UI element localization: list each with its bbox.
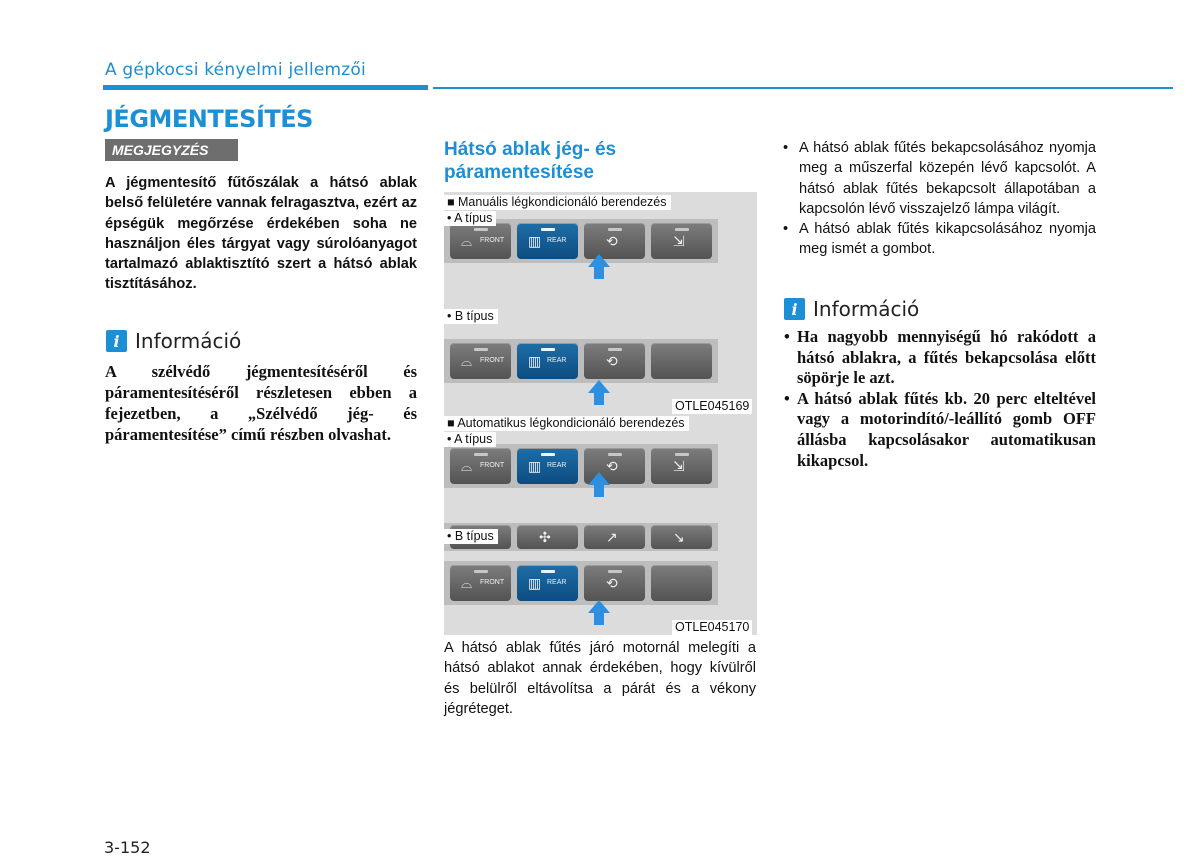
list-item: • A hátsó ablak fűtés bekapcsolásához nyomja meg a műszerfal közepén lévő kapcsolót. A hátsó ablak fűtés bekapcsolt állapotában a kapcsolón lévő visszajelző lámpa világít. bbox=[783, 138, 1096, 219]
fresh-air-icon: ⇲ bbox=[673, 233, 685, 249]
rear-defrost-button[interactable]: ▥ REAR bbox=[517, 448, 578, 484]
rear-defrost-button[interactable]: ▥ REAR bbox=[517, 565, 578, 601]
arrow-up-icon bbox=[588, 380, 610, 393]
info-text-left: A szélvédő jégmentesítéséről és páramentesítéséről részletesen ebben a fejezetben, a „Szélvédő jég- és páramentesítése” című részben olvashat. bbox=[105, 362, 417, 444]
info-heading-left bbox=[106, 329, 241, 353]
fresh-air-button[interactable] bbox=[651, 223, 712, 259]
info-label: Információ bbox=[135, 329, 242, 353]
figure2-code: OTLE045170 bbox=[672, 620, 752, 635]
button-panel-b bbox=[444, 339, 718, 383]
button-panel-a bbox=[444, 444, 718, 488]
blank-button[interactable] bbox=[651, 343, 712, 379]
arrow-up-icon bbox=[588, 600, 610, 613]
rear-defrost-icon: ▥ bbox=[528, 353, 542, 369]
recirculation-icon: ⟲ bbox=[606, 575, 618, 591]
recirculation-button[interactable] bbox=[584, 565, 645, 601]
page-number: 3-152 bbox=[104, 838, 151, 857]
info-heading-right bbox=[784, 297, 919, 321]
subsection-title bbox=[444, 138, 616, 184]
list-item: • Ha nagyobb mennyiségű hó rakódott a hátsó ablakra, a fűtés bekapcsolása előtt söpörje le azt. bbox=[784, 327, 1096, 389]
list-item: • A hátsó ablak fűtés kb. 20 perc elteltével vagy a motorindító/-leállító gomb OFF állásba kapcsolásakor automatikusan kikapcsol. bbox=[784, 389, 1096, 471]
recirculation-button[interactable] bbox=[584, 343, 645, 379]
recirculation-icon: ⟲ bbox=[606, 233, 618, 249]
figure2-type-a: • A típus bbox=[444, 432, 496, 447]
front-defrost-button[interactable]: ⌓ FRONT bbox=[450, 223, 511, 259]
front-defrost-icon: ⌓ bbox=[461, 575, 473, 591]
figure1-heading: ■ Manuális légkondicionáló berendezés bbox=[444, 195, 671, 210]
fresh-air-icon: ⇲ bbox=[673, 458, 685, 474]
page-title: JÉGMENTESÍTÉS bbox=[105, 105, 313, 133]
rear-defrost-icon: ▥ bbox=[528, 575, 542, 591]
figure2-type-b: • B típus bbox=[444, 529, 498, 544]
button-panel-b bbox=[444, 561, 718, 605]
info-icon: i bbox=[106, 330, 127, 352]
figure1-type-b: • B típus bbox=[444, 309, 498, 324]
fan-button[interactable] bbox=[517, 525, 578, 549]
rear-defrost-button[interactable]: ▥ REAR bbox=[517, 343, 578, 379]
section-header: A gépkocsi kényelmi jellemzői bbox=[105, 60, 366, 80]
info-icon: i bbox=[784, 298, 805, 320]
front-defrost-button[interactable]: ⌓ FRONT bbox=[450, 448, 511, 484]
figure-automatic-ac bbox=[444, 415, 757, 635]
figure2-heading: ■ Automatikus légkondicionáló berendezés bbox=[444, 416, 689, 431]
list-item: • A hátsó ablak fűtés kikapcsolásához nyomja meg ismét a gombot. bbox=[783, 219, 1096, 260]
subsection-title-line2: páramentesítése bbox=[444, 162, 594, 183]
rear-defrost-icon: ▥ bbox=[528, 233, 542, 249]
recirculation-icon: ⟲ bbox=[606, 458, 618, 474]
rear-defrost-description: A hátsó ablak fűtés járó motornál melegíti a hátsó ablakot annak érdekében, hogy kívülről és belülről eltávolítsa a párát és a vékony jégréteget. bbox=[444, 640, 756, 717]
seat-icon: ↗ bbox=[606, 529, 618, 545]
fresh-air-button[interactable] bbox=[651, 448, 712, 484]
seat-icon: ↘ bbox=[673, 529, 685, 545]
arrow-up-icon bbox=[588, 254, 610, 267]
blank-button[interactable] bbox=[651, 565, 712, 601]
figure1-type-a: • A típus bbox=[444, 211, 496, 226]
front-defrost-icon: ⌓ bbox=[461, 233, 473, 249]
instruction-list bbox=[783, 138, 1096, 260]
header-rule-right bbox=[433, 87, 1173, 89]
rear-defrost-button[interactable]: ▥ REAR bbox=[517, 223, 578, 259]
front-defrost-icon: ⌓ bbox=[461, 353, 473, 369]
mode-face-button[interactable] bbox=[584, 525, 645, 549]
front-defrost-button[interactable]: ⌓ FRONT bbox=[450, 565, 511, 601]
header-rule-left bbox=[103, 85, 428, 90]
front-defrost-icon: ⌓ bbox=[461, 458, 473, 474]
recirculation-icon: ⟲ bbox=[606, 353, 618, 369]
mode-floor-button[interactable] bbox=[651, 525, 712, 549]
figure1-code: OTLE045169 bbox=[672, 399, 752, 414]
note-text: A jégmentesítő fűtőszálak a hátsó ablak belső felületére vannak felragasztva, ezért az épségük megőrzése érdekében soha ne használjon éles tárgyat vagy súrolóanyagot tartalmazó ablaktisztító szert a hátsó ablak tisztításához. bbox=[105, 175, 417, 293]
front-defrost-button[interactable]: ⌓ FRONT bbox=[450, 343, 511, 379]
note-badge: MEGJEGYZÉS bbox=[105, 139, 238, 161]
rear-defrost-icon: ▥ bbox=[528, 458, 542, 474]
info-list-right bbox=[784, 327, 1096, 471]
fan-icon: ✣ bbox=[539, 529, 551, 545]
subsection-title-line1: Hátsó ablak jég- és bbox=[444, 139, 617, 160]
arrow-up-icon bbox=[588, 472, 610, 485]
info-label: Információ bbox=[813, 297, 920, 321]
